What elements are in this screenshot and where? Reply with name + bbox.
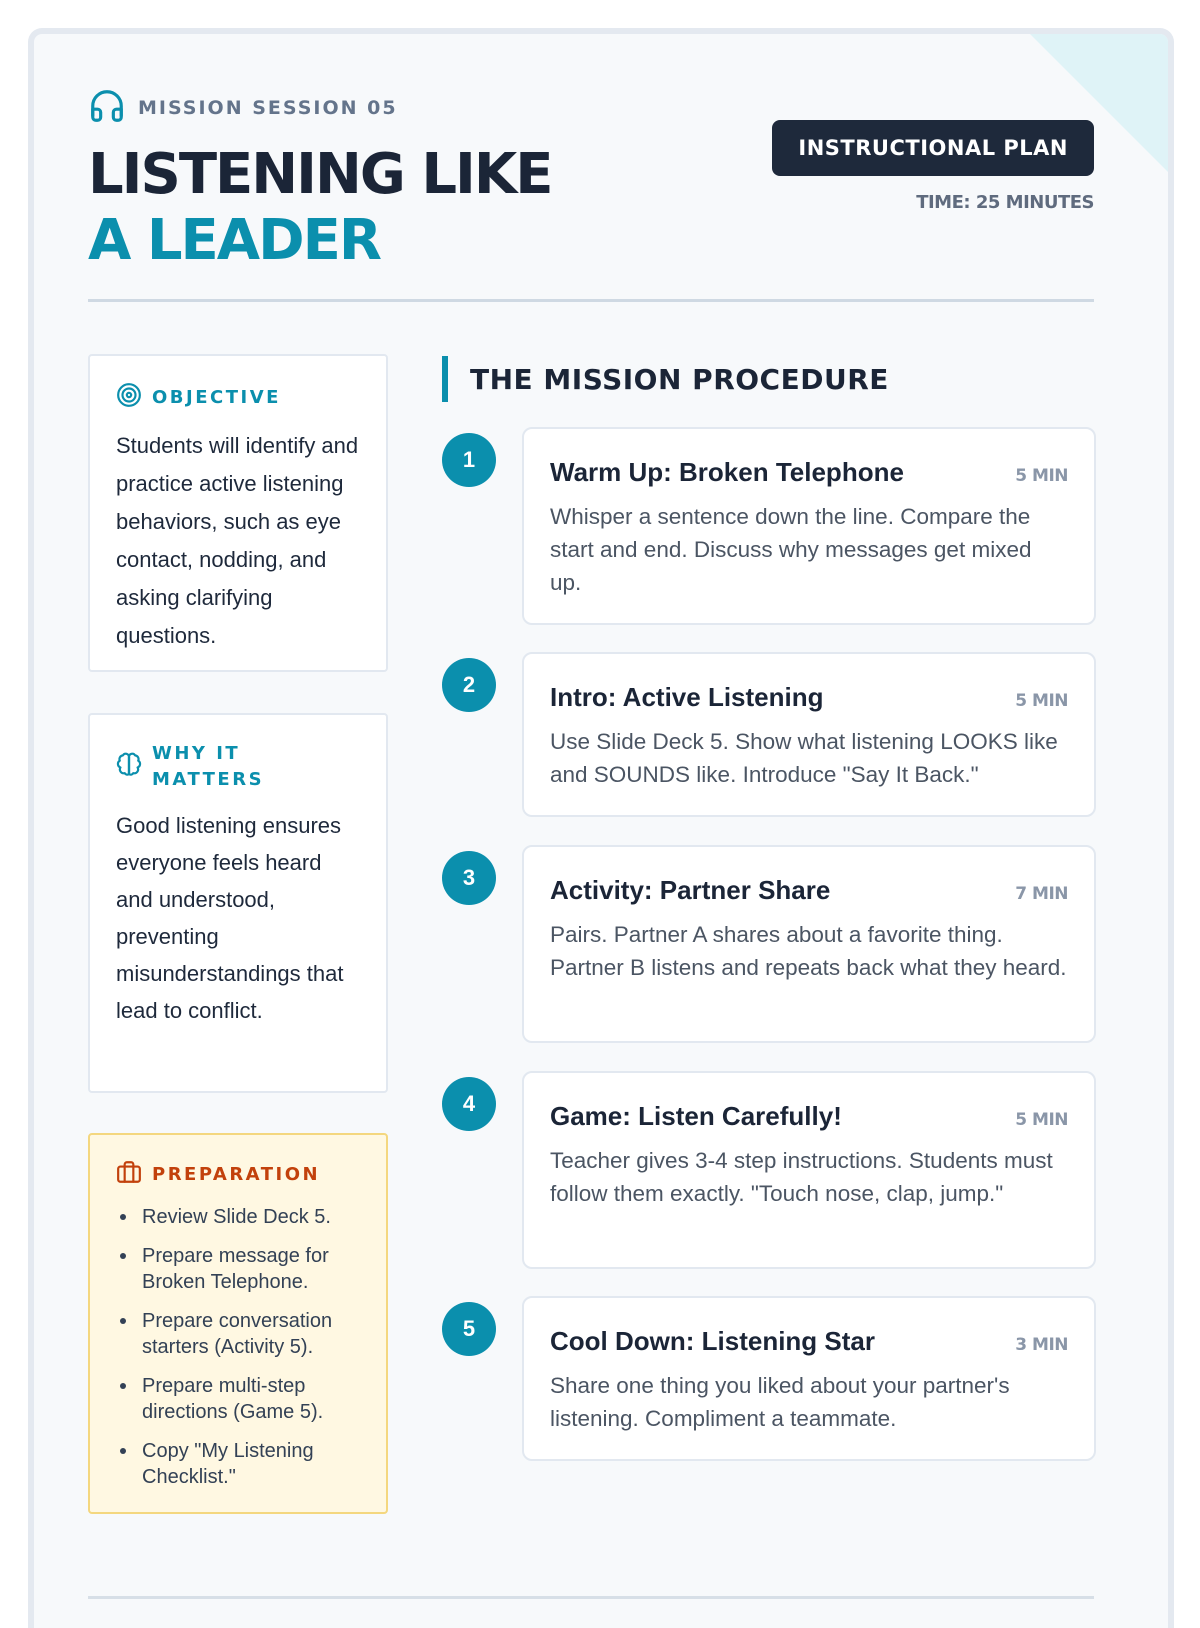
step-number-5: 5 — [442, 1302, 496, 1356]
brain-icon — [116, 752, 142, 783]
session-label: MISSION SESSION 05 — [138, 97, 398, 119]
step-title: Warm Up: Broken Telephone — [550, 457, 904, 487]
why-title: WHY IT MATTERS — [152, 743, 265, 790]
list-item: Prepare message for Broken Telephone. — [116, 1243, 360, 1295]
time-label: TIME: 25 MINUTES — [916, 192, 1094, 213]
step-description: Share one thing you liked about your partner's listening. Compliment a teammate. — [550, 1373, 1010, 1431]
step-number-4: 4 — [442, 1077, 496, 1131]
step-time: 5 MIN — [1015, 1110, 1068, 1130]
step-card-1 — [522, 427, 1096, 625]
target-icon — [116, 382, 142, 413]
step-card-2 — [522, 652, 1096, 817]
briefcase-icon — [116, 1159, 142, 1190]
step-description: Use Slide Deck 5. Show what listening LOOKS like and SOUNDS like. Introduce "Say It Back." — [550, 729, 1058, 787]
preparation-card — [88, 1133, 388, 1514]
step-title: Cool Down: Listening Star — [550, 1326, 875, 1356]
objective-card — [88, 354, 388, 672]
step-number-2: 2 — [442, 658, 496, 712]
step-title: Activity: Partner Share — [550, 875, 831, 905]
preparation-title: PREPARATION — [152, 1163, 321, 1185]
lesson-plan-page — [28, 28, 1174, 1628]
objective-text: Students will identify and practice active listening behaviors, such as eye contact, nodding, and asking clarifying questions. — [116, 433, 359, 648]
footer-divider — [88, 1596, 1094, 1599]
step-time: 5 MIN — [1015, 691, 1068, 711]
step-description: Teacher gives 3-4 step instructions. Students must follow them exactly. "Touch nose, clap, jump." — [550, 1148, 1053, 1206]
preparation-list — [116, 1204, 360, 1490]
step-description: Pairs. Partner A shares about a favorite thing. Partner B listens and repeats back what they heard. — [550, 922, 1067, 980]
instructional-plan-badge: INSTRUCTIONAL PLAN — [772, 120, 1094, 176]
step-number-1: 1 — [442, 433, 496, 487]
procedure-heading — [442, 356, 889, 402]
title-line-2: A LEADER — [88, 208, 380, 273]
list-item: Review Slide Deck 5. — [116, 1204, 360, 1230]
why-it-matters-card — [88, 713, 388, 1093]
header — [88, 88, 1094, 274]
step-title: Intro: Active Listening — [550, 682, 824, 712]
step-card-5 — [522, 1296, 1096, 1461]
step-card-3 — [522, 845, 1096, 1043]
list-item: Copy "My Listening Checklist." — [116, 1438, 360, 1490]
step-time: 3 MIN — [1015, 1335, 1068, 1355]
list-item: Prepare multi-step directions (Game 5). — [116, 1373, 360, 1425]
header-divider — [88, 299, 1094, 302]
step-title: Game: Listen Carefully! — [550, 1101, 842, 1131]
step-number-3: 3 — [442, 851, 496, 905]
step-time: 5 MIN — [1015, 466, 1068, 486]
step-time: 7 MIN — [1015, 884, 1068, 904]
procedure-title: THE MISSION PROCEDURE — [470, 362, 889, 396]
objective-title: OBJECTIVE — [152, 386, 281, 408]
headphones-icon — [88, 87, 126, 130]
step-description: Whisper a sentence down the line. Compare the start and end. Discuss why messages get mixed up. — [550, 504, 1032, 595]
title-line-1: LISTENING LIKE — [88, 142, 552, 207]
why-text: Good listening ensures everyone feels heard and understood, preventing misunderstandings that lead to conflict. — [116, 813, 344, 1023]
step-card-4 — [522, 1071, 1096, 1269]
list-item: Prepare conversation starters (Activity 5). — [116, 1308, 360, 1360]
